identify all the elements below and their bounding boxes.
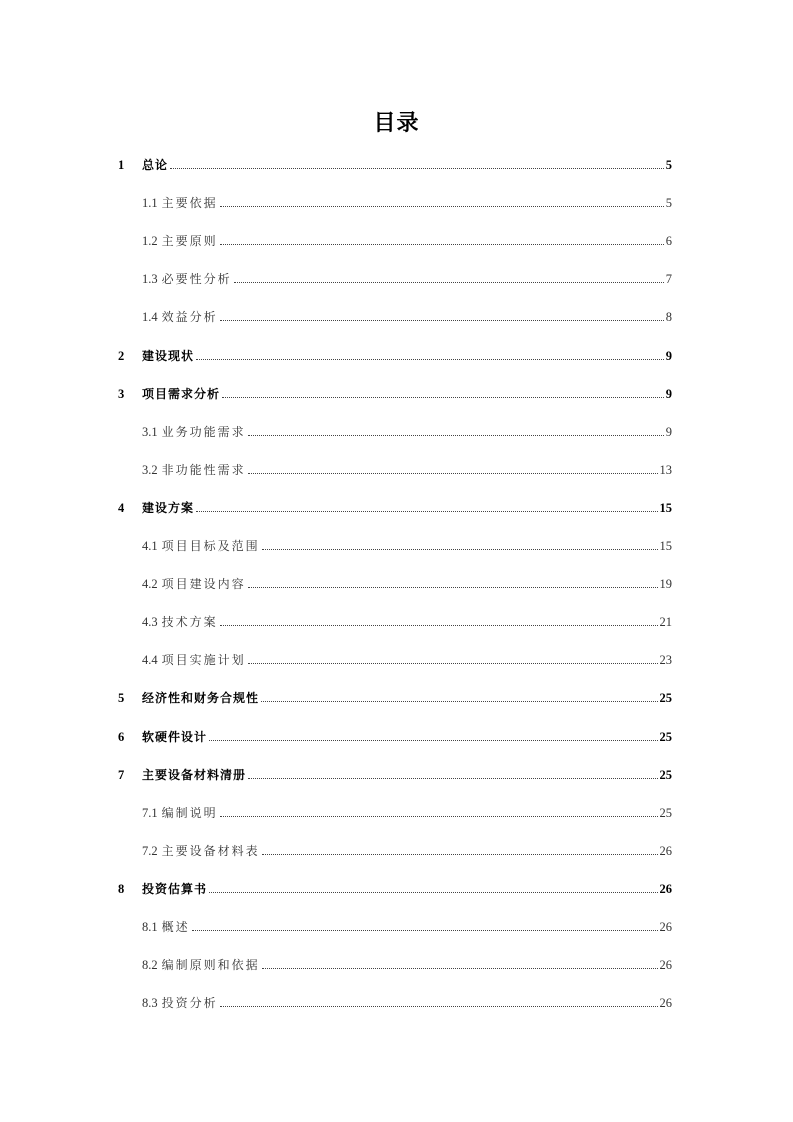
toc-entry-title: 项目需求分析 (142, 386, 221, 401)
toc-entry-page: 26 (659, 881, 672, 896)
toc-entry-number: 7 (118, 767, 125, 782)
toc-entry-title: 项目目标及范围 (161, 539, 260, 553)
toc-entry[interactable] (118, 689, 672, 707)
toc-entry-title: 软硬件设计 (142, 729, 208, 744)
toc-entry-title: 技术方案 (161, 615, 218, 630)
toc-leader-dots (248, 434, 664, 436)
toc-entry[interactable] (118, 880, 672, 898)
toc-entry[interactable] (118, 575, 672, 593)
toc-leader-dots (262, 967, 658, 969)
toc-entry-title: 总论 (142, 158, 169, 172)
toc-leader-dots (261, 700, 657, 702)
toc-entry-page: 19 (659, 577, 672, 592)
toc-entry-number: 8.3 (142, 996, 158, 1011)
toc-entry-number: 6 (118, 729, 125, 744)
toc-leader-dots (234, 281, 664, 283)
toc-leader-dots (222, 396, 664, 398)
toc-entry-number: 8 (118, 881, 125, 896)
toc-entry-number: 1.1 (142, 196, 158, 211)
toc-leader-dots (196, 510, 657, 512)
toc-entry-page: 15 (659, 539, 672, 553)
toc-entry-number: 2 (118, 348, 125, 363)
toc-entry-page: 5 (665, 158, 672, 172)
toc-entry-number: 7.1 (142, 805, 158, 820)
toc-entry[interactable] (118, 613, 672, 631)
toc-entry-title: 主要原则 (161, 234, 218, 249)
toc-entry-page: 9 (665, 348, 672, 363)
toc-entry-page: 23 (659, 653, 672, 668)
toc-entry-title: 非功能性需求 (161, 462, 246, 477)
toc-leader-dots (209, 891, 657, 893)
toc-entry-title: 投资估算书 (142, 881, 208, 896)
toc-entry-title: 概述 (161, 920, 190, 934)
toc-entry-title: 建设现状 (142, 348, 195, 363)
toc-leader-dots (196, 358, 664, 360)
toc-entry-page: 25 (659, 805, 672, 820)
toc-entry[interactable] (118, 347, 672, 365)
toc-leader-dots (248, 472, 658, 474)
toc-entry-page: 13 (659, 462, 672, 477)
toc-entry-number: 1.2 (142, 234, 158, 249)
toc-entry[interactable] (118, 651, 672, 669)
toc-entry-page: 25 (659, 767, 672, 782)
toc-leader-dots (248, 662, 658, 664)
toc-title: 目录 (373, 111, 420, 136)
toc-entry[interactable] (118, 804, 672, 822)
toc-entry-page: 9 (665, 386, 672, 401)
toc-entry-page: 26 (659, 996, 672, 1011)
toc-entry-page: 25 (659, 691, 672, 706)
toc-entry-title: 必要性分析 (161, 272, 232, 287)
toc-entry[interactable] (118, 728, 672, 746)
toc-entry-number: 3.1 (142, 424, 158, 439)
toc-entry-page: 21 (659, 615, 672, 630)
toc-entry-page: 26 (659, 920, 672, 934)
toc-entry-number: 8.1 (142, 920, 158, 934)
toc-leader-dots (248, 777, 657, 779)
toc-entry-page: 6 (665, 234, 672, 249)
toc-entry[interactable] (118, 385, 672, 403)
toc-entry-number: 1.3 (142, 272, 158, 287)
toc-entry[interactable] (118, 270, 672, 288)
toc-entry[interactable] (118, 461, 672, 479)
toc-leader-dots (220, 243, 664, 245)
toc-entry[interactable] (118, 537, 672, 555)
toc-entry[interactable] (118, 194, 672, 212)
toc-entry-page: 15 (659, 500, 672, 515)
toc-entry-title: 建设方案 (142, 500, 195, 515)
toc-entry-number: 4.2 (142, 577, 158, 592)
toc-leader-dots (220, 624, 658, 626)
toc-leader-dots (262, 548, 658, 550)
toc-entry-page: 9 (665, 424, 672, 439)
toc-entry[interactable] (118, 766, 672, 784)
toc-leader-dots (220, 319, 664, 321)
toc-entry-page: 8 (665, 310, 672, 325)
toc-entry-number: 4.4 (142, 653, 158, 668)
toc-entry-title: 项目建设内容 (161, 577, 246, 592)
toc-leader-dots (220, 205, 664, 207)
toc-entry-page: 25 (659, 729, 672, 744)
toc-entry-title: 效益分析 (161, 310, 218, 325)
toc-entry-page: 7 (665, 272, 672, 287)
toc-entry[interactable] (118, 232, 672, 250)
toc-entry-title: 编制原则和依据 (161, 958, 260, 973)
toc-entry-title: 主要依据 (161, 196, 218, 211)
toc-entry-page: 26 (659, 843, 672, 858)
toc-leader-dots (262, 853, 658, 855)
toc-leader-dots (170, 167, 664, 169)
toc-entry-title: 主要设备材料清册 (142, 767, 247, 782)
toc-entry-title: 编制说明 (161, 805, 218, 820)
toc-entry[interactable] (118, 156, 672, 174)
toc-leader-dots (220, 815, 658, 817)
toc-entry-title: 经济性和财务合规性 (142, 691, 260, 706)
toc-entry-number: 1.4 (142, 310, 158, 325)
toc-entry-title: 项目实施计划 (161, 653, 246, 668)
toc-entry-title: 业务功能需求 (161, 424, 246, 439)
toc-entry-page: 26 (659, 958, 672, 973)
toc-entry-title: 投资分析 (161, 996, 218, 1011)
toc-entry[interactable] (118, 956, 672, 974)
toc-entry-number: 3 (118, 386, 125, 401)
toc-entry[interactable] (118, 308, 672, 326)
toc-entry[interactable] (118, 994, 672, 1012)
toc-entry[interactable] (118, 918, 672, 936)
toc-leader-dots (192, 929, 658, 931)
toc-entry[interactable] (118, 499, 672, 517)
toc-leader-dots (220, 1005, 658, 1007)
toc-entry-number: 7.2 (142, 843, 158, 858)
toc-entry-number: 4 (118, 500, 125, 515)
toc-entry-number: 4.1 (142, 539, 158, 553)
toc-entry[interactable] (118, 842, 672, 860)
toc-leader-dots (209, 739, 657, 741)
toc-entry-number: 1 (118, 158, 125, 172)
toc-entry-number: 4.3 (142, 615, 158, 630)
toc-entry-title: 主要设备材料表 (161, 843, 260, 858)
toc-entry[interactable] (118, 423, 672, 441)
toc-entry-number: 8.2 (142, 958, 158, 973)
toc-entry-page: 5 (665, 196, 672, 211)
toc-entry-number: 3.2 (142, 462, 158, 477)
toc-entry-number: 5 (118, 691, 125, 706)
toc-leader-dots (248, 586, 658, 588)
